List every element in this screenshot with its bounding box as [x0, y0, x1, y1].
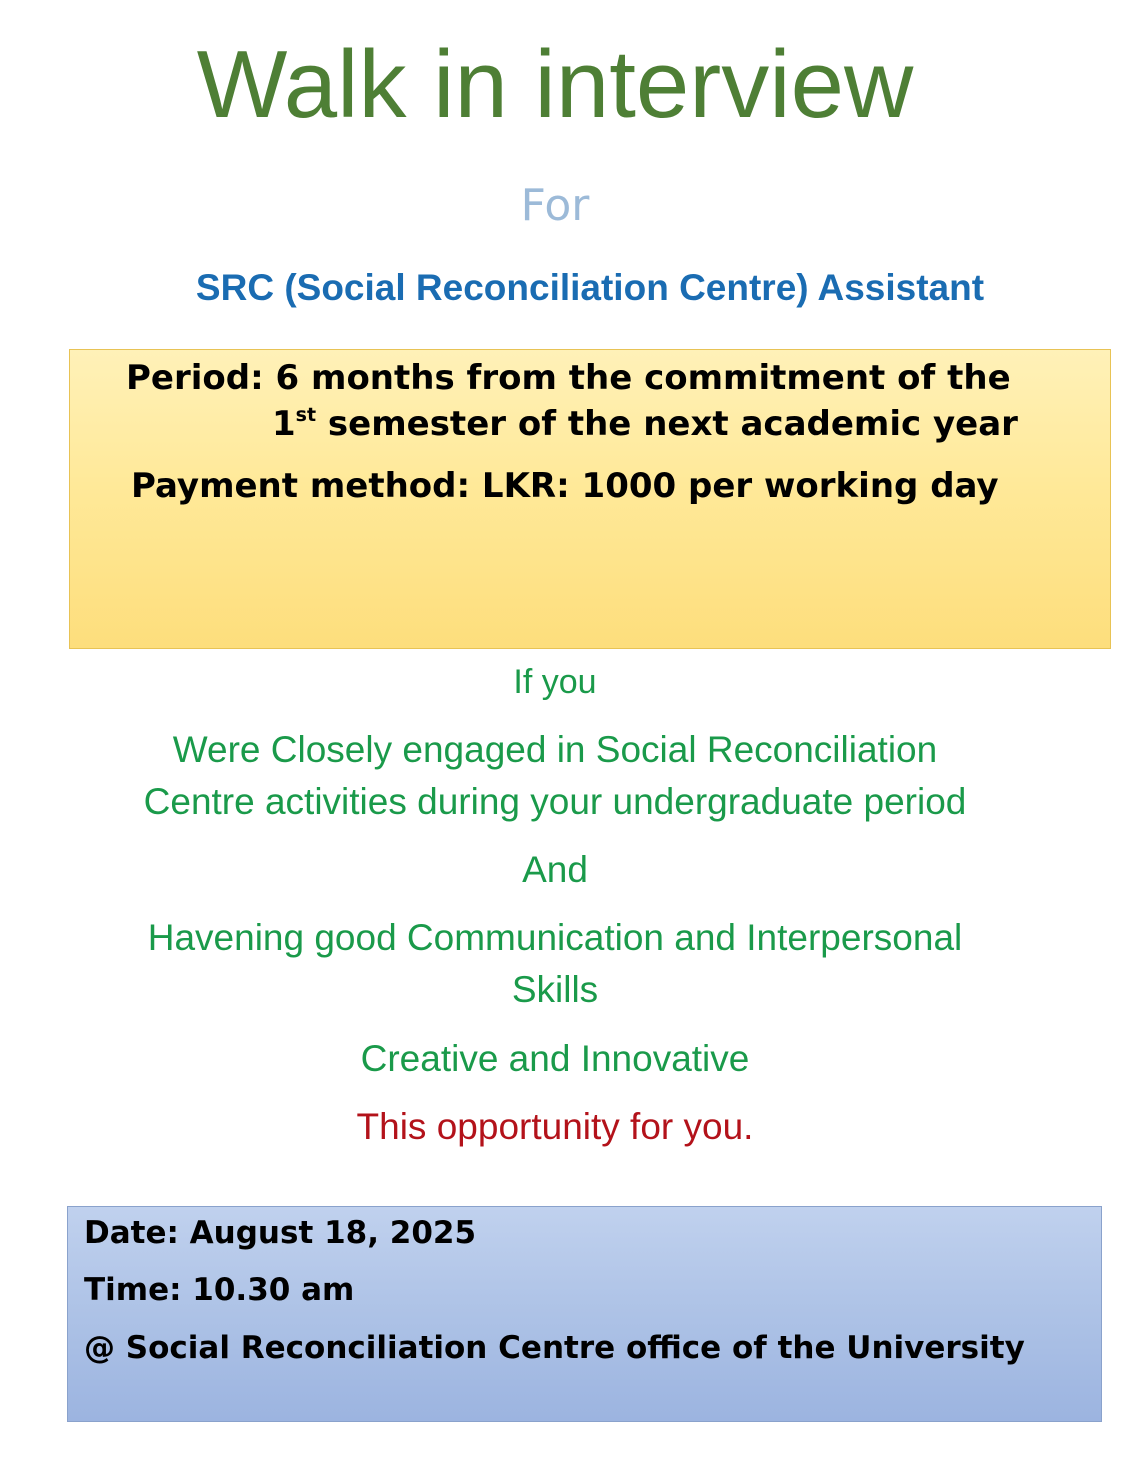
- ordinal-number: 1: [272, 404, 296, 444]
- for-label: For: [520, 180, 590, 231]
- ordinal-suffix: st: [295, 404, 317, 426]
- position-title: SRC (Social Reconciliation Centre) Assistant: [195, 267, 985, 308]
- interview-venue: @ Social Reconciliation Centre office of the University: [84, 1330, 1025, 1366]
- engaged-line-2: Centre activities during your undergraduate period: [143, 781, 967, 822]
- schedule-box: [67, 1206, 1102, 1422]
- interview-time: Time: 10.30 am: [84, 1272, 355, 1308]
- period-line-2: [272, 404, 1018, 444]
- details-box: [69, 349, 1111, 649]
- page-title: Walk in interview: [196, 31, 914, 138]
- creative-text: Creative and Innovative: [360, 1038, 750, 1079]
- and-text: And: [522, 849, 588, 890]
- opportunity-text: This opportunity for you.: [356, 1106, 754, 1147]
- if-you-text: If you: [513, 663, 597, 701]
- period-line-1: Period: 6 months from the commitment of the: [126, 358, 1011, 398]
- interview-date: Date: August 18, 2025: [84, 1215, 477, 1251]
- payment-method: Payment method: LKR: 1000 per working day: [131, 466, 999, 506]
- engaged-line-1: Were Closely engaged in Social Reconciliation: [172, 729, 938, 770]
- skills-line-2: Skills: [511, 969, 599, 1010]
- period-line-2-text: semester of the next academic year: [316, 404, 1018, 444]
- skills-line-1: Havening good Communication and Interpersonal: [147, 917, 963, 958]
